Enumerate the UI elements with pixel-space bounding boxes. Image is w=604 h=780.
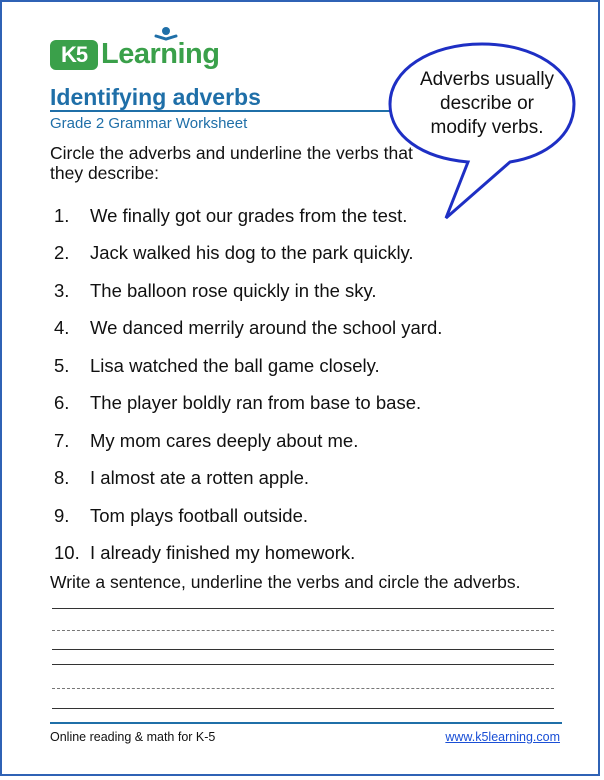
list-item	[54, 235, 554, 273]
item-number: 7.	[54, 429, 70, 451]
k5-logo-icon	[50, 38, 219, 71]
footer-link[interactable]: www.k5learning.com	[445, 730, 560, 744]
item-number: 5.	[54, 354, 70, 376]
bubble-line: Adverbs usually	[419, 69, 555, 90]
item-text: Jack walked his dog to the park quickly.	[90, 242, 414, 264]
item-text: I almost ate a rotten apple.	[90, 467, 310, 489]
item-number: 2.	[54, 242, 70, 264]
sentence-list	[54, 197, 554, 572]
item-number: 8.	[54, 467, 70, 489]
item-text: We finally got our grades from the test.	[90, 204, 408, 226]
item-text: My mom cares deeply about me.	[90, 429, 359, 451]
item-text: The player boldly ran from base to base.	[90, 392, 422, 414]
list-item	[54, 310, 554, 348]
list-item	[54, 197, 554, 235]
item-number: 6.	[54, 392, 70, 414]
title-divider	[50, 110, 410, 112]
list-item	[54, 497, 554, 535]
item-number: 1.	[54, 204, 70, 226]
writing-line	[52, 708, 554, 709]
list-item	[54, 422, 554, 460]
item-text: We danced merrily around the school yard.	[90, 317, 443, 339]
logo-box: K5	[50, 40, 98, 70]
person-figure-icon	[154, 26, 178, 50]
item-text: Lisa watched the ball game closely.	[90, 354, 380, 376]
bubble-line: modify verbs.	[430, 117, 544, 138]
footer-divider	[50, 722, 562, 724]
writing-guide-line	[52, 630, 554, 631]
item-text: The balloon rose quickly in the sky.	[90, 279, 377, 301]
speech-bubble-text	[398, 68, 576, 140]
writing-line	[52, 664, 554, 665]
item-number: 10.	[54, 542, 80, 564]
item-number: 4.	[54, 317, 70, 339]
list-item	[54, 385, 554, 423]
writing-line	[52, 608, 554, 609]
item-text: Tom plays football outside.	[90, 504, 309, 526]
list-item	[54, 272, 554, 310]
bubble-line: describe or	[440, 93, 534, 114]
writing-guide-line	[52, 688, 554, 689]
footer-text: Online reading & math for K-5	[50, 730, 216, 744]
logo-word: Learning	[101, 38, 220, 70]
page-subtitle: Grade 2 Grammar Worksheet	[50, 115, 248, 132]
list-item	[54, 347, 554, 385]
write-prompt: Write a sentence, underline the verbs and circle the adverbs.	[50, 572, 521, 592]
item-number: 9.	[54, 504, 70, 526]
item-number: 3.	[54, 279, 70, 301]
item-text: I already finished my homework.	[90, 542, 356, 564]
list-item	[54, 460, 554, 498]
list-item	[54, 535, 554, 573]
page-title: Identifying adverbs	[50, 84, 261, 110]
writing-line	[52, 649, 554, 650]
instructions: Circle the adverbs and underline the verbs that they describe:	[50, 143, 413, 183]
